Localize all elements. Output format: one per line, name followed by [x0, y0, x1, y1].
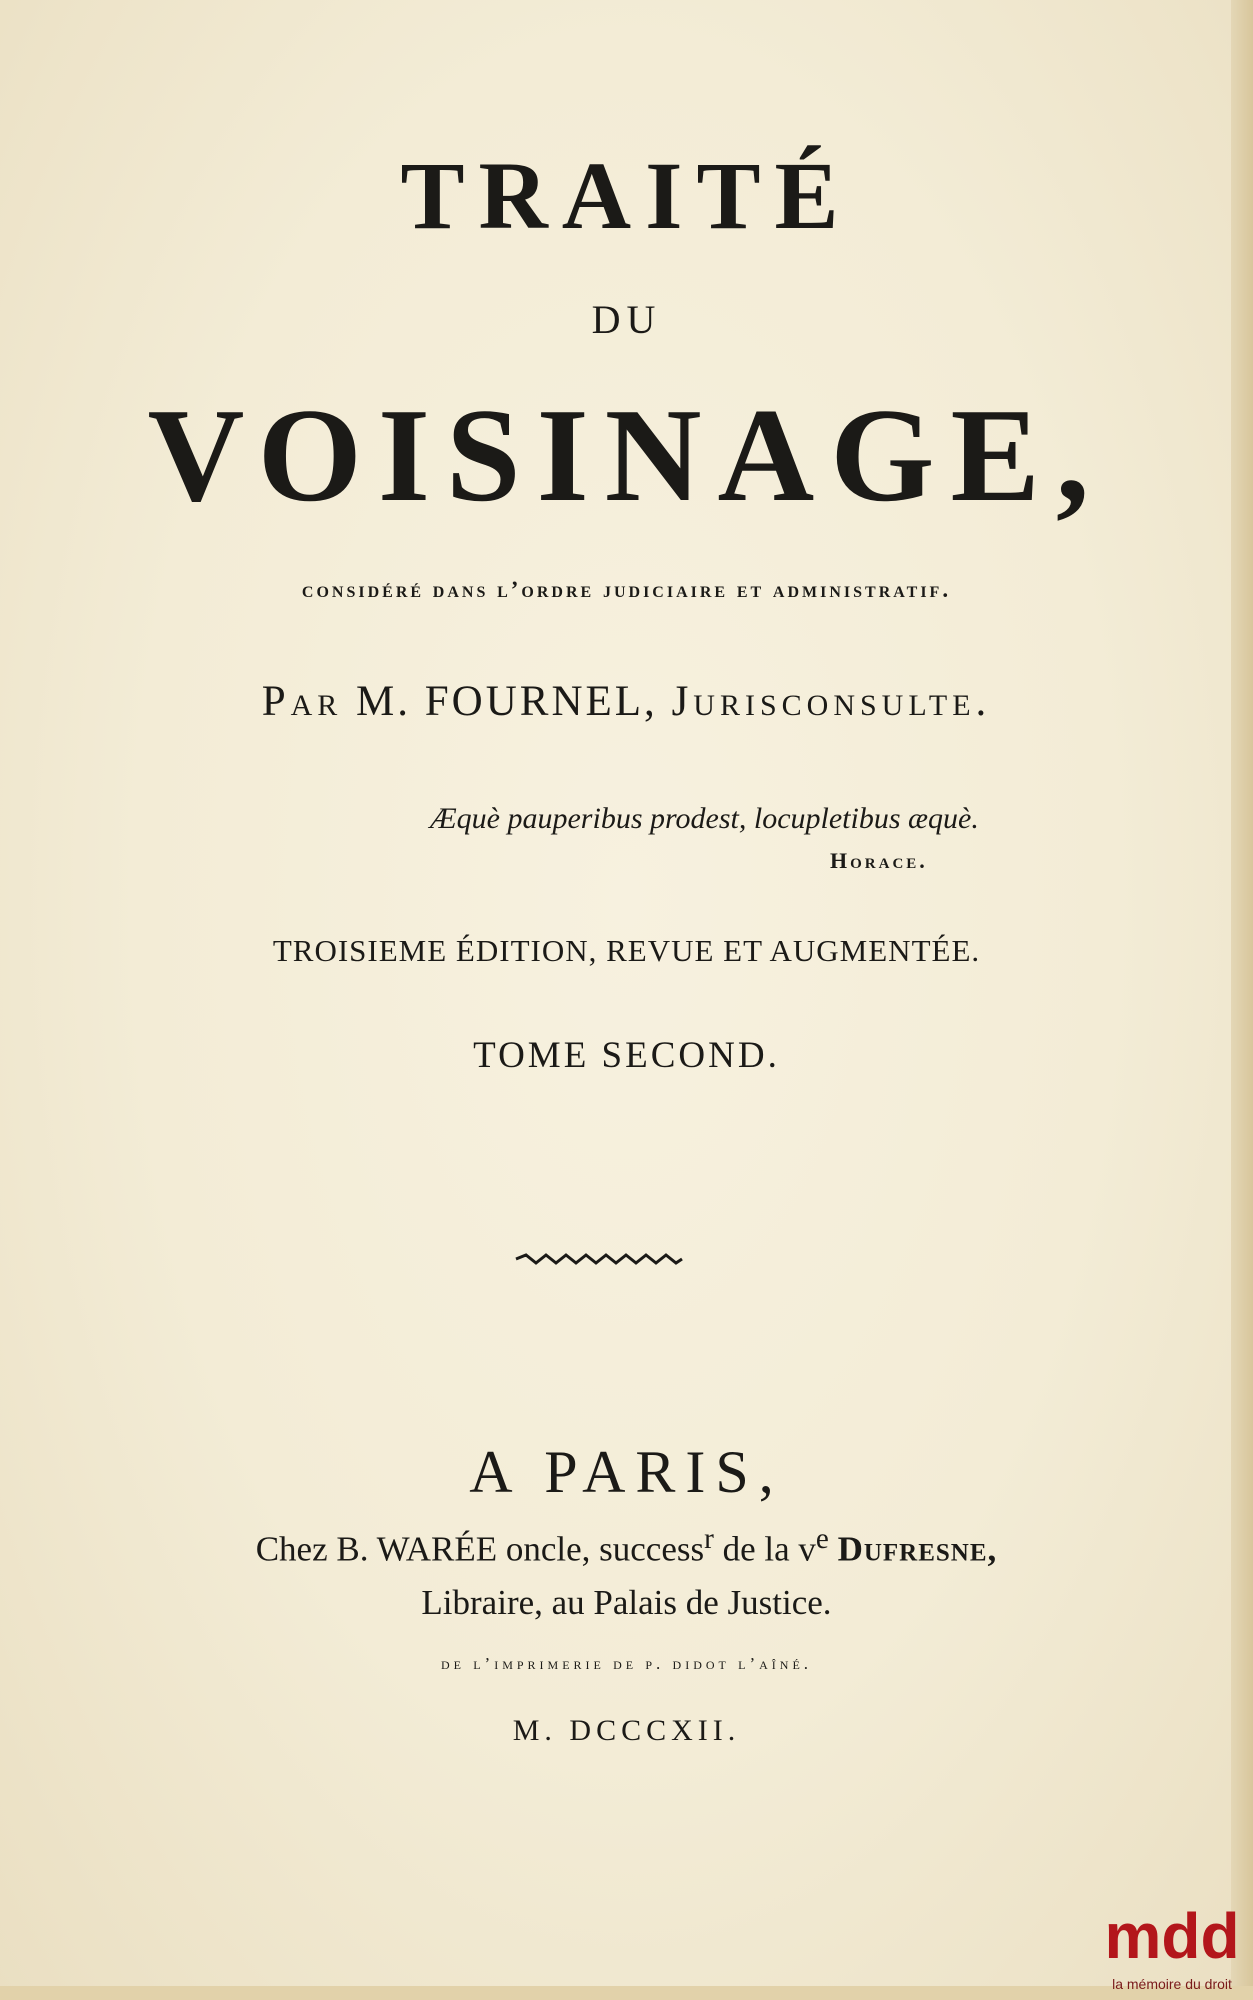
mdd-logo: [1092, 1900, 1252, 2000]
author-name: M. FOURNEL,: [356, 678, 658, 725]
main-title: VOISINAGE,: [147, 381, 1106, 529]
author-role: Jurisconsulte.: [671, 678, 992, 725]
publisher-text-b: de la v: [713, 1529, 816, 1569]
printer-line: de l’imprimerie de p. didot l’aîné.: [440, 1654, 813, 1673]
publisher-text-a: Chez B. WARÉE oncle, success: [255, 1529, 705, 1569]
publication-date: M. DCCCXII.: [512, 1714, 741, 1747]
volume-line: TOME SECOND.: [473, 1035, 780, 1076]
title-connector: DU: [591, 297, 662, 342]
author-line: [0, 680, 1253, 723]
imprint-city: A PARIS,: [469, 1439, 784, 1505]
epigraph: Æquè pauperibus prodest, locupletibus æquè.: [430, 802, 979, 835]
page-edge-bottom: [0, 1986, 1253, 2000]
subtitle: considéré dans l’ordre judiciaire et administratif.: [301, 577, 952, 602]
ornament-rule: [514, 1252, 684, 1266]
mdd-logo-tagline: la mémoire du droit: [1112, 1976, 1232, 1992]
author-prefix: Par: [261, 678, 343, 725]
publisher-sup-1: r: [704, 1523, 714, 1555]
publisher-line-1: [0, 1525, 1253, 1567]
publisher-name: Dufresne,: [837, 1529, 998, 1569]
epigraph-author: Horace.: [830, 848, 928, 873]
mdd-logo-mark: [1092, 1900, 1252, 1970]
publisher-line-2: Libraire, au Palais de Justice.: [421, 1583, 832, 1622]
mdd-logo-letters: mdd: [1104, 1900, 1240, 1970]
edition-line: TROISIEME ÉDITION, REVUE ET AUGMENTÉE.: [272, 933, 981, 968]
title: TRAITÉ: [400, 142, 853, 249]
publisher-sup-2: e: [815, 1523, 829, 1555]
